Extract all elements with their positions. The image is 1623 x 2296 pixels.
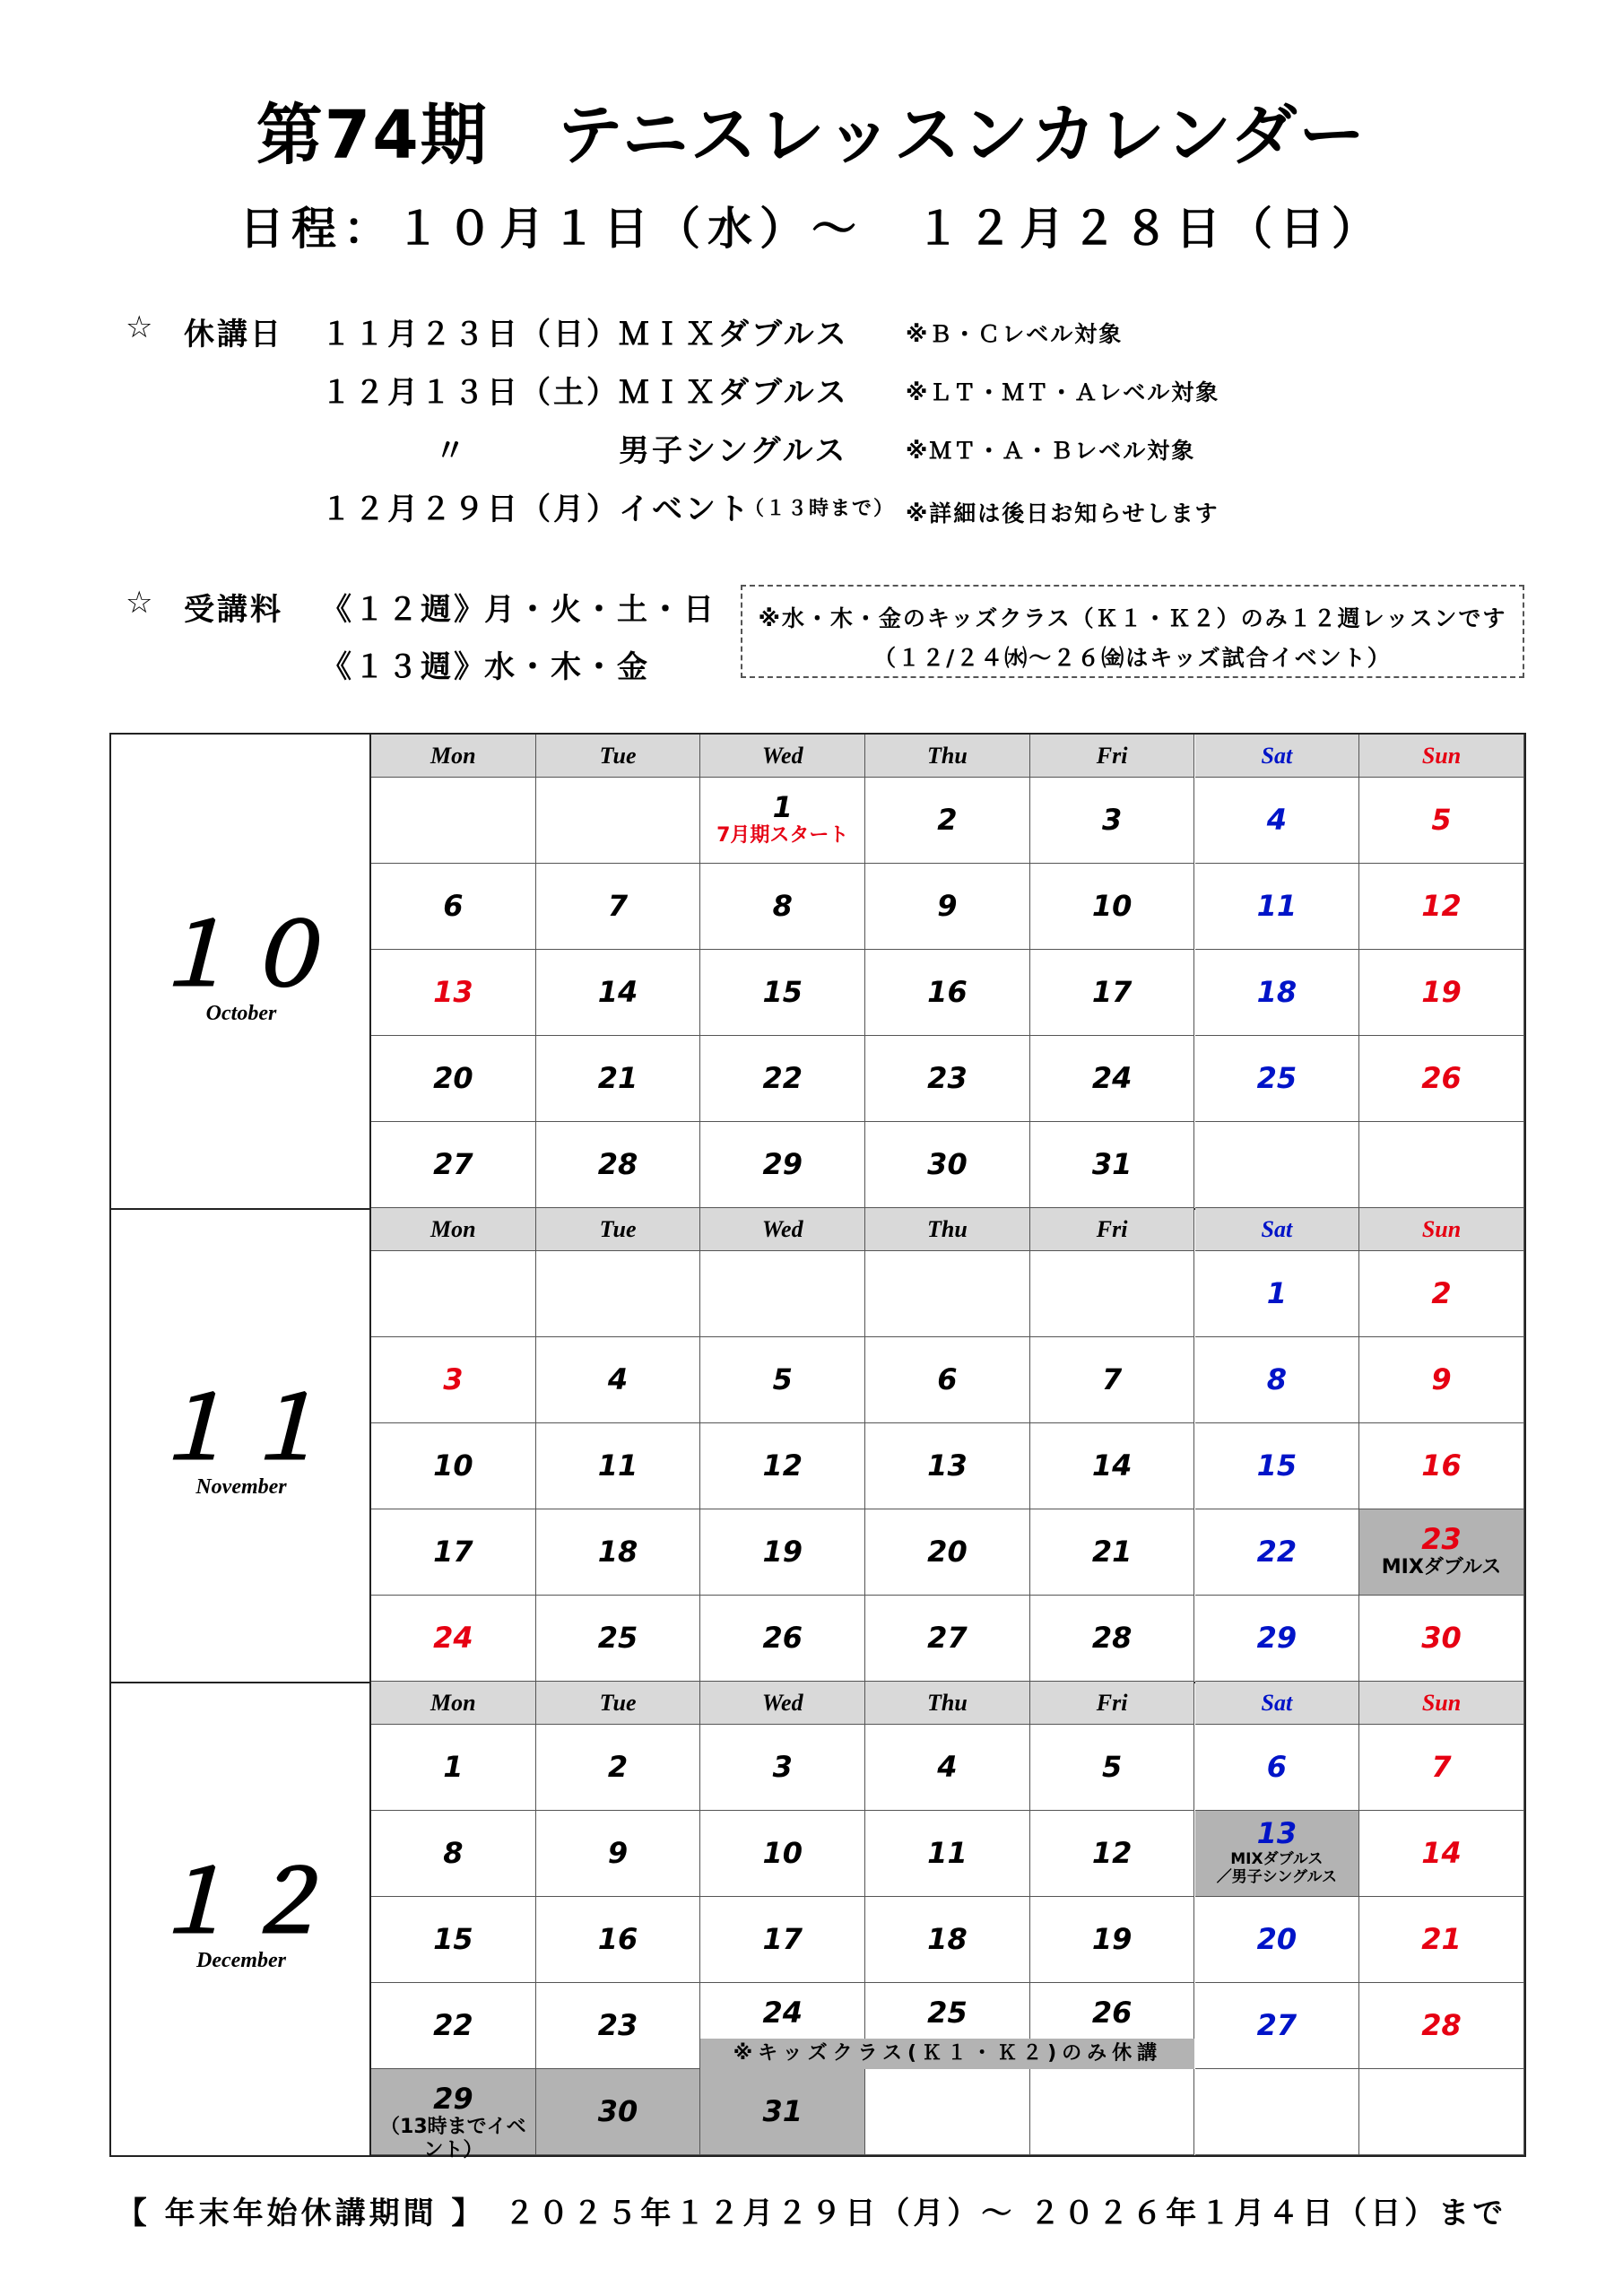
day-number: 15 (1256, 1448, 1298, 1483)
weekday-header: Mon (371, 1208, 536, 1251)
day-cell (1195, 950, 1360, 1036)
day-number: 5 (1431, 803, 1452, 837)
day-number: 31 (1091, 1147, 1133, 1181)
month-label (111, 735, 371, 1208)
day-cell (1195, 1811, 1360, 1897)
day-cell (865, 2069, 1030, 2155)
weekday-header: Sat (1195, 1682, 1360, 1725)
day-number: 27 (927, 1621, 968, 1655)
month-number: １０ (150, 905, 333, 1005)
day-cell (700, 1509, 865, 1596)
day-number: 3 (443, 1362, 464, 1396)
weekday-header: Mon (371, 1682, 536, 1725)
month-name: October (205, 1002, 277, 1025)
day-number: 15 (433, 1922, 473, 1956)
day-cell (536, 2069, 701, 2155)
weekday-header: Sat (1195, 735, 1360, 778)
day-cell (1030, 1337, 1195, 1423)
day-cell (1030, 950, 1195, 1036)
day-number: 27 (433, 1147, 473, 1181)
day-number: 30 (1421, 1621, 1462, 1655)
day-cell (1359, 1122, 1524, 1208)
day-note: （13時までイベント） (380, 2116, 526, 2161)
day-cell (1195, 1036, 1360, 1122)
day-cell (1359, 1337, 1524, 1423)
day-cell (865, 1337, 1030, 1423)
day-number: 16 (1421, 1448, 1462, 1483)
day-number: 22 (1256, 1535, 1298, 1569)
day-cell (1030, 1897, 1195, 1983)
weekday-header: Tue (536, 1682, 701, 1725)
fee-days: 月・火・土・日 (484, 592, 716, 628)
day-cell (536, 1337, 701, 1423)
day-cell (700, 950, 865, 1036)
day-cell (700, 2069, 865, 2155)
closure-note: ※詳細は後日お知らせします (906, 500, 1219, 526)
day-number: 13 (1256, 1816, 1298, 1850)
day-cell (1030, 1811, 1195, 1897)
day-cell (865, 1725, 1030, 1811)
day-cell (536, 1811, 701, 1897)
day-cell (371, 1811, 536, 1897)
day-number: 9 (937, 889, 958, 923)
day-number: 7 (1431, 1750, 1452, 1784)
day-number: 25 (597, 1621, 638, 1655)
fee-weeks: 《１３週》 (321, 649, 487, 685)
day-cell (536, 1509, 701, 1596)
day-number: 26 (1091, 1996, 1133, 2030)
day-cell (371, 1423, 536, 1509)
kids-note-line: （１２/２４㈬～２６㈮はキッズ試合イベント） (873, 645, 1392, 671)
day-cell (536, 1983, 701, 2069)
weekday-header: Fri (1030, 735, 1195, 778)
day-cell (536, 1897, 701, 1983)
month-block (111, 1682, 1524, 2161)
weekday-header: Sun (1359, 1682, 1524, 1725)
day-cell (865, 950, 1030, 1036)
day-number: 23 (927, 1061, 968, 1095)
day-number: 3 (1102, 803, 1123, 837)
day-cell (371, 1596, 536, 1682)
day-cell (1030, 1122, 1195, 1208)
day-cell (1195, 1983, 1360, 2069)
day-note: MIXダブルス (1381, 1556, 1502, 1578)
day-number: 2 (1431, 1276, 1452, 1310)
day-number: 10 (1091, 889, 1133, 923)
day-number: 8 (1266, 1362, 1287, 1396)
weekday-header: Thu (865, 1682, 1030, 1725)
day-cell (1195, 1725, 1360, 1811)
month-label (111, 1682, 371, 2155)
day-number: 25 (927, 1996, 968, 2030)
day-cell (1359, 864, 1524, 950)
weekday-header: Fri (1030, 1208, 1195, 1251)
day-number: 24 (1091, 1061, 1133, 1095)
day-cell (700, 1036, 865, 1122)
day-cell (1359, 1725, 1524, 1811)
day-number: 1 (443, 1750, 464, 1784)
day-cell (1195, 1423, 1360, 1509)
closure-note: ※Ｂ・Ｃレベル対象 (906, 321, 1124, 347)
day-cell (371, 1122, 536, 1208)
day-number: 12 (1091, 1836, 1133, 1870)
day-number: 16 (927, 975, 968, 1009)
day-cell (865, 1423, 1030, 1509)
day-cell (1359, 1811, 1524, 1897)
day-number: 11 (927, 1836, 968, 1870)
day-cell (371, 950, 536, 1036)
fee-days: 水・木・金 (484, 649, 650, 685)
day-cell (1195, 1897, 1360, 1983)
weekday-header: Tue (536, 735, 701, 778)
closure-date: １２月１３日（土） (321, 375, 620, 411)
day-number: 9 (1431, 1362, 1452, 1396)
day-number: 7 (1102, 1362, 1123, 1396)
day-cell (1359, 2069, 1524, 2155)
day-number: 10 (762, 1836, 803, 1870)
closure-event: ＭＩＸダブルス (619, 375, 849, 411)
year-end-closure: 【 年末年始休講期間 】 ２０２５年１２月２９日（月）～ ２０２６年１月４日（日）まで (116, 2196, 1507, 2231)
kids-note-line: ※水・木・金のキッズクラス（Ｋ１・Ｋ２）のみ１２週レッスンです (758, 605, 1507, 631)
closure-date: １１月２３日（日） (321, 317, 620, 352)
day-cell (371, 1337, 536, 1423)
day-number: 30 (927, 1147, 968, 1181)
day-cell (371, 1725, 536, 1811)
day-cell (1195, 2069, 1360, 2155)
day-cell (700, 778, 865, 864)
day-number: 29 (433, 2082, 473, 2116)
day-number: 4 (1266, 803, 1287, 837)
day-cell (371, 1251, 536, 1337)
day-note: 7月期スタート (716, 824, 849, 847)
day-cell (1030, 1509, 1195, 1596)
day-cell (865, 1596, 1030, 1682)
day-cell (371, 864, 536, 950)
day-cell (371, 1509, 536, 1596)
day-number: 6 (1266, 1750, 1287, 1784)
day-number: 19 (1421, 975, 1462, 1009)
day-cell (1030, 1423, 1195, 1509)
day-cell (371, 1036, 536, 1122)
day-number: 5 (772, 1362, 793, 1396)
day-number: 20 (927, 1535, 968, 1569)
month-name: November (195, 1475, 287, 1499)
day-number: 18 (1256, 975, 1298, 1009)
weekday-header: Thu (865, 1208, 1030, 1251)
weekday-header: Sat (1195, 1208, 1360, 1251)
closure-event: ＭＩＸダブルス (619, 317, 849, 352)
day-cell (1195, 778, 1360, 864)
day-cell (1030, 1725, 1195, 1811)
day-number: 20 (433, 1061, 473, 1095)
month-number: １２ (150, 1852, 333, 1952)
weekday-header: Sun (1359, 735, 1524, 778)
closure-event: イベント (619, 491, 751, 527)
day-cell (700, 1122, 865, 1208)
day-number: 6 (937, 1362, 958, 1396)
month-name: December (196, 1949, 286, 1972)
day-cell (371, 2069, 536, 2161)
day-cell (700, 1337, 865, 1423)
day-number: 14 (1091, 1448, 1133, 1483)
day-cell (700, 1811, 865, 1897)
day-number: 24 (433, 1621, 473, 1655)
month-block (111, 1208, 1524, 1682)
day-number: 27 (1256, 2008, 1298, 2042)
day-cell (1359, 778, 1524, 864)
day-number: 29 (762, 1147, 803, 1181)
kids-closure-bar: ※キッズクラス(Ｋ１・Ｋ２)のみ休講 (700, 2039, 1194, 2069)
day-cell (865, 1897, 1030, 1983)
day-number: 2 (607, 1750, 629, 1784)
day-cell (865, 1251, 1030, 1337)
day-cell (1195, 1251, 1360, 1337)
day-cell (536, 1423, 701, 1509)
month-number: １１ (150, 1378, 333, 1479)
day-number: 5 (1102, 1750, 1123, 1784)
day-cell (865, 1122, 1030, 1208)
weekday-header: Sun (1359, 1208, 1524, 1251)
day-number: 12 (1421, 889, 1462, 923)
day-number: 15 (762, 975, 803, 1009)
day-number: 8 (772, 889, 793, 923)
day-number: 21 (1091, 1535, 1133, 1569)
day-cell (700, 1897, 865, 1983)
day-cell (536, 1725, 701, 1811)
day-number: 14 (1421, 1836, 1462, 1870)
kids-note-box (741, 585, 1524, 678)
day-number: 17 (762, 1922, 803, 1956)
day-cell (1030, 2069, 1195, 2155)
day-number: 17 (1091, 975, 1133, 1009)
day-cell (371, 778, 536, 864)
day-number: 19 (762, 1535, 803, 1569)
page-title: 第74期 テニスレッスンカレンダー (256, 97, 1367, 174)
day-cell (536, 778, 701, 864)
day-number: 28 (1091, 1621, 1133, 1655)
day-number: 4 (607, 1362, 629, 1396)
weekday-header: Tue (536, 1208, 701, 1251)
day-cell (865, 778, 1030, 864)
closure-note: ※ＭＴ・Ａ・Ｂレベル対象 (906, 438, 1196, 464)
day-cell (700, 1596, 865, 1682)
closure-date-ditto: 〃 (435, 433, 468, 469)
weekday-header: Fri (1030, 1682, 1195, 1725)
day-number: 16 (597, 1922, 638, 1956)
day-number: 26 (1421, 1061, 1462, 1095)
closures-label: 休講日 (184, 317, 283, 352)
day-number: 17 (433, 1535, 473, 1569)
day-number: 13 (927, 1448, 968, 1483)
day-cell (1030, 864, 1195, 950)
day-number: 23 (597, 2008, 638, 2042)
day-cell (1030, 1596, 1195, 1682)
weekday-header: Wed (700, 735, 865, 778)
day-cell (371, 1983, 536, 2069)
day-number: 28 (1421, 2008, 1462, 2042)
day-number: 20 (1256, 1922, 1298, 1956)
day-cell (700, 1725, 865, 1811)
calendar (109, 733, 1526, 2161)
day-number: 11 (1256, 889, 1298, 923)
day-cell (865, 1509, 1030, 1596)
day-cell (1359, 1596, 1524, 1682)
day-number: 22 (762, 1061, 803, 1095)
day-number: 18 (927, 1922, 968, 1956)
day-cell (1359, 1983, 1524, 2069)
day-cell (1359, 1897, 1524, 1983)
day-number: 31 (762, 2094, 803, 2128)
day-number: 21 (1421, 1922, 1462, 1956)
day-cell (1195, 864, 1360, 950)
day-number: 13 (433, 975, 473, 1009)
day-cell (700, 864, 865, 950)
day-number: 1 (772, 790, 793, 824)
day-number: 24 (762, 1996, 803, 2030)
day-cell (1195, 1509, 1360, 1596)
weekday-header: Mon (371, 735, 536, 778)
day-cell (536, 1122, 701, 1208)
schedule-range: 日程：１０月１日（水）～ １２月２８日（日） (239, 203, 1384, 255)
month-label (111, 1208, 371, 1682)
day-number: 7 (607, 889, 629, 923)
day-cell (700, 1251, 865, 1337)
day-cell (1030, 1251, 1195, 1337)
star-icon: ☆ (126, 309, 156, 345)
day-number: 6 (443, 889, 464, 923)
month-block (111, 735, 1524, 1208)
closure-event: 男子シングルス (619, 433, 848, 469)
weekday-header: Wed (700, 1208, 865, 1251)
day-number: 19 (1091, 1922, 1133, 1956)
closure-note: ※ＬＴ・ＭＴ・Ａレベル対象 (906, 379, 1220, 405)
day-note: MIXダブルス ／男子シングルス (1216, 1850, 1337, 1886)
day-cell (1195, 1122, 1360, 1208)
day-number: 3 (772, 1750, 793, 1784)
day-number: 25 (1256, 1061, 1298, 1095)
day-cell (865, 1811, 1030, 1897)
fees-label: 受講料 (184, 592, 283, 628)
day-number: 8 (443, 1836, 464, 1870)
day-number: 10 (433, 1448, 473, 1483)
day-number: 30 (597, 2094, 638, 2128)
day-cell (1030, 778, 1195, 864)
day-cell (865, 1036, 1030, 1122)
day-number: 18 (597, 1535, 638, 1569)
day-cell (536, 1596, 701, 1682)
day-number: 22 (433, 2008, 473, 2042)
day-cell (1195, 1596, 1360, 1682)
day-cell (536, 1251, 701, 1337)
closure-event-sub: （１３時まで） (744, 498, 896, 520)
day-number: 21 (597, 1061, 638, 1095)
day-number: 12 (762, 1448, 803, 1483)
day-number: 1 (1266, 1276, 1287, 1310)
day-cell (1359, 950, 1524, 1036)
fee-weeks: 《１２週》 (321, 592, 487, 628)
day-cell (700, 1423, 865, 1509)
day-number: 2 (937, 803, 958, 837)
day-number: 23 (1421, 1522, 1462, 1556)
day-cell (371, 1897, 536, 1983)
day-number: 4 (937, 1750, 958, 1784)
closure-date: １２月２９日（月） (321, 491, 620, 527)
day-cell (536, 950, 701, 1036)
weekday-header: Thu (865, 735, 1030, 778)
day-number: 14 (597, 975, 638, 1009)
day-cell (536, 1036, 701, 1122)
day-number: 26 (762, 1621, 803, 1655)
day-cell (1359, 1251, 1524, 1337)
day-cell (1359, 1509, 1524, 1596)
day-number: 29 (1256, 1621, 1298, 1655)
day-cell (1030, 1036, 1195, 1122)
day-number: 28 (597, 1147, 638, 1181)
day-number: 9 (607, 1836, 629, 1870)
weekday-header: Wed (700, 1682, 865, 1725)
day-cell (865, 864, 1030, 950)
day-cell (1359, 1423, 1524, 1509)
day-cell (1195, 1337, 1360, 1423)
day-number: 11 (597, 1448, 638, 1483)
day-cell (1359, 1036, 1524, 1122)
day-cell (536, 864, 701, 950)
star-icon: ☆ (126, 585, 156, 621)
